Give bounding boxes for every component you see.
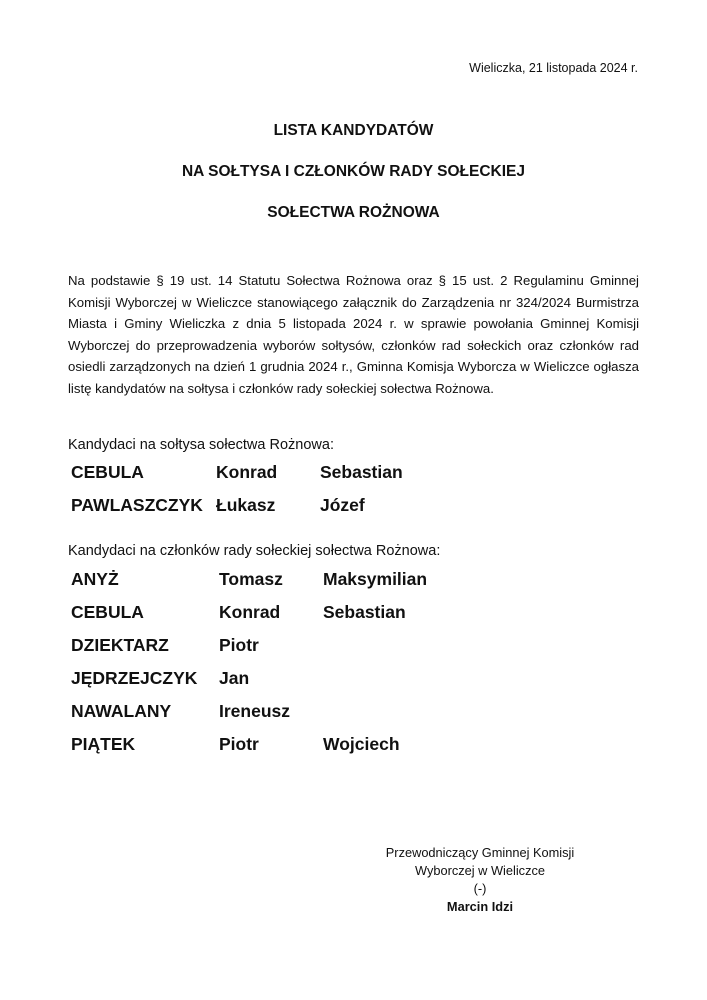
title-line-3: SOŁECTWA ROŻNOWA [267,204,440,221]
candidate-second-name: Maksymilian [323,569,428,589]
signature-line-3: (-) [473,881,487,896]
intro-paragraph: Na podstawie § 19 ust. 14 Statutu Sołectwa Rożnowa oraz § 15 ust. 2 Regulaminu Gminnej Komisji Wyborczej w Wieliczce stanowiącego załącznik do Zarządzenia nr 324/2024 Burmistrza Miasta i Gminy Wieliczka z dnia 5 listopada 2024 r. w sprawie powołania Gminnej Komisji Wyborczej do przeprowadzenia wyborów sołtysów, członków rad sołeckich oraz członków rad osiedli zarządzonych na dzień 1 grudnia 2024 r., Gminna Komisja Wyborcza w Wieliczce ogłasza listę kandydatów na sołtysa i członków rady sołeckiej sołectwa Rożnowa. [68,273,639,396]
candidate-surname: DZIEKTARZ [71,635,169,655]
signatory-name: Marcin Idzi [446,899,514,914]
candidate-second-name: Józef [320,495,365,515]
candidate-first-name: Łukasz [216,495,276,515]
council-candidate-row [71,668,631,694]
candidate-second-name: Wojciech [323,734,400,754]
council-candidate-row [71,569,631,595]
soltys-candidate-row [71,495,631,521]
council-candidate-row [71,635,631,661]
candidate-surname: PAWLASZCZYK [71,495,203,515]
candidate-surname: JĘDRZEJCZYK [71,668,198,688]
signature-block [360,844,600,916]
candidate-first-name: Piotr [219,635,259,655]
date-line: Wieliczka, 21 listopada 2024 r. [469,61,638,75]
candidate-surname: ANYŻ [71,569,119,589]
candidate-surname: CEBULA [71,462,144,482]
candidate-second-name: Sebastian [323,602,406,622]
council-candidate-row [71,701,631,727]
signature-line-1: Przewodniczący Gminnej Komisji [385,845,575,860]
candidate-second-name: Sebastian [320,462,403,482]
title-line-2: NA SOŁTYSA I CZŁONKÓW RADY SOŁECKIEJ [181,163,526,180]
candidate-first-name: Konrad [219,602,281,622]
council-section-label: Kandydaci na członków rady sołeckiej sołectwa Rożnowa: [68,543,441,559]
candidate-first-name: Tomasz [219,569,283,589]
soltys-section-label: Kandydaci na sołtysa sołectwa Rożnowa: [68,437,334,453]
soltys-candidate-row [71,462,631,488]
council-candidate-row [71,734,631,760]
candidate-first-name: Jan [219,668,250,688]
candidate-first-name: Konrad [216,462,278,482]
candidate-first-name: Ireneusz [219,701,290,721]
title-line-1: LISTA KANDYDATÓW [273,122,434,139]
candidate-surname: CEBULA [71,602,144,622]
candidate-surname: NAWALANY [71,701,172,721]
candidate-first-name: Piotr [219,734,259,754]
candidate-surname: PIĄTEK [71,734,136,754]
signature-line-2: Wyborczej w Wieliczce [414,863,545,878]
council-candidate-row [71,602,631,628]
